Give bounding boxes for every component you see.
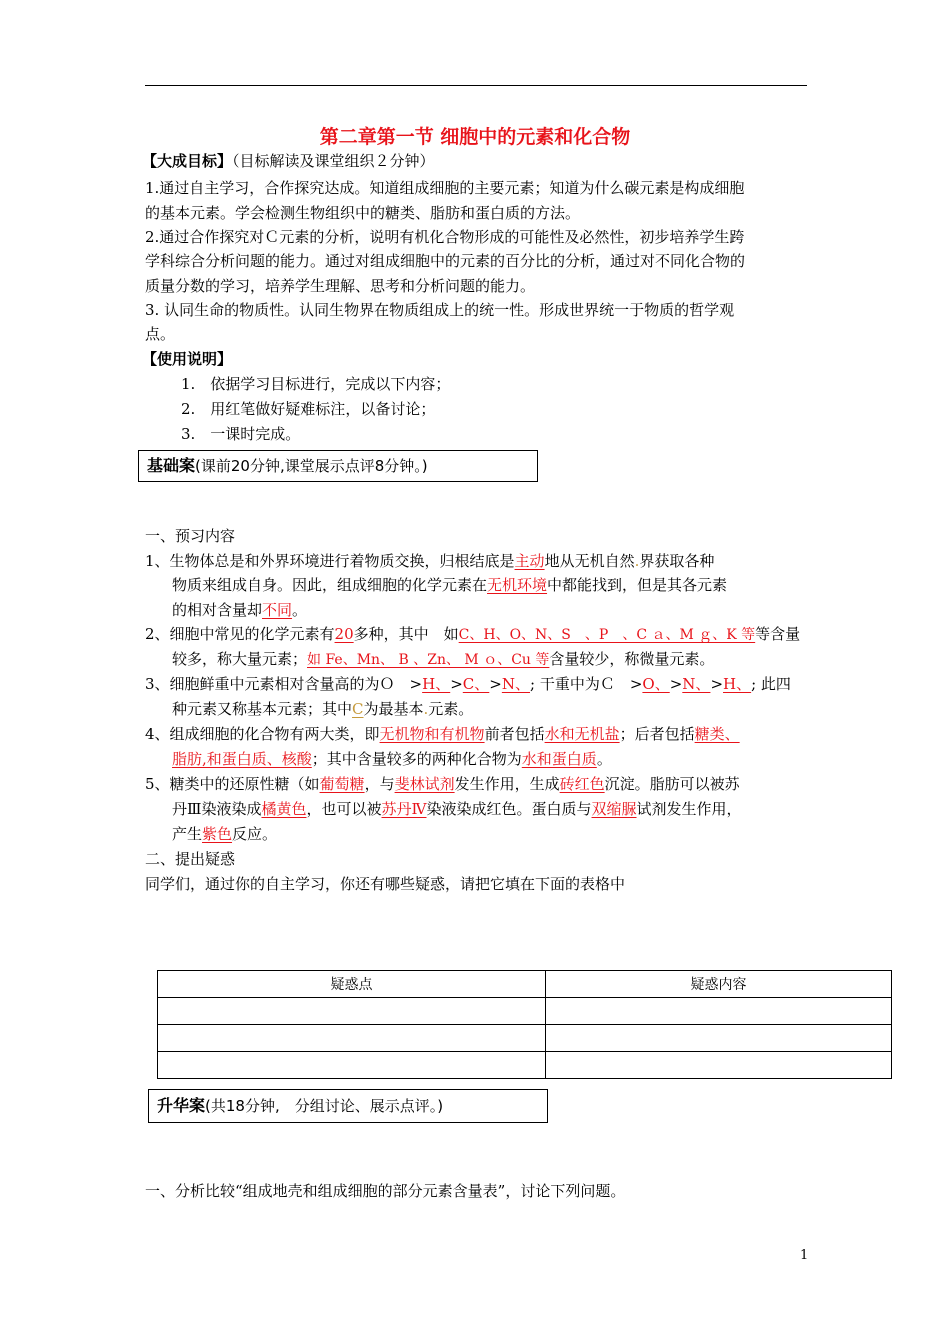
q3-answer: O、 [642,675,670,693]
q5-answer-1: 葡萄糖 [319,775,365,793]
q5-answer-2: 斐林试剂 [394,775,455,793]
usage-item-2: 2. 用红笔做好疑难标注，以备讨论； [181,400,436,418]
q2-text: 含量较少，称微量元素。 [549,650,715,668]
preview-heading: 一、预习内容 [145,527,236,545]
q5-line-2 [172,798,742,820]
q3-line-1 [145,673,791,695]
q4-text: 。 [596,750,612,768]
q1-line-2 [172,574,727,596]
q3-line-2 [172,698,473,720]
q3-answer: H、 [422,675,451,693]
q4-text: ；其中含量较多的两种化合物为 [311,750,522,768]
q3-text: 为最基本 [363,700,424,718]
basic-section-label: 基础案 [147,456,196,475]
q1-text: 物质来组成自身。因此，组成细胞的化学元素在 [172,576,488,594]
q2-answer-2: C、H、O、N、S 、P 、C ａ、M ｇ、K 等 [458,627,756,643]
q5-text: ，与 [364,775,395,793]
q1-text: 1、生物体总是和外界环境进行着物质交换，归根结底是 [145,552,515,570]
q3-answer: C [352,700,364,718]
goal-line-4: 学科综合分析问题的能力。通过对组成细胞中的元素的百分比的分析，通过对不同化合物的 [145,252,746,270]
table-header-row [158,971,892,998]
goal-line-1: 1.通过自主学习，合作探究达成。知道组成细胞的主要元素；知道为什么碳元素是构成细胞 [145,179,745,197]
table-cell[interactable] [546,1025,892,1052]
q1-text: 中都能找到，但是其各元素 [547,576,728,594]
q5-text: ，也可以被 [306,800,382,818]
q5-answer-7: 紫色 [202,825,233,843]
q3-text: ; 干重中为Ｃ > [530,675,643,693]
q5-line-1 [145,773,740,795]
q3-text: > [669,675,683,693]
q3-answer: N、 [682,675,711,693]
q5-text: 反应。 [232,825,278,843]
q3-text: ; 此四 [751,675,791,693]
q3-text: 元素。 [428,700,474,718]
q4-text: ；后者包括 [619,725,695,743]
table-cell[interactable] [546,1052,892,1079]
doubts-table [157,970,892,1079]
q5-answer-6: 双缩脲 [591,800,637,818]
q2-text: 等含量 [755,625,801,643]
advance-section-box [148,1089,548,1123]
analysis-heading: 一、分析比较“组成地壳和组成细胞的部分元素含量表”，讨论下列问题。 [145,1182,626,1200]
q4-line-2 [172,748,612,770]
q3-answer: C、 [462,675,490,693]
q5-answer-5: 苏丹Ⅳ [381,800,427,818]
goal-line-2: 的基本元素。学会检测生物组织中的糖类、脂肪和蛋白质的方法。 [145,204,581,222]
table-cell[interactable] [158,998,546,1025]
goals-heading-line [142,150,435,172]
q1-mark: . [634,552,640,570]
q4-answer-5: 水和蛋白质 [521,750,597,768]
q2-answer-1: 20 [334,625,354,643]
q1-text: 。 [292,601,308,619]
table-row [158,1052,892,1079]
q3-answer: H、 [723,675,752,693]
q5-answer-4: 橘黄色 [261,800,307,818]
q3-text: > [710,675,724,693]
q1-line-3 [172,599,307,621]
q1-line-1 [145,550,714,572]
q3-text: > [489,675,502,693]
q5-text: 产生 [172,825,203,843]
q3-text: 3、细胞鲜重中元素相对含量高的为Ｏ > [145,675,423,693]
table-cell[interactable] [158,1052,546,1079]
q5-text: 发生作用，生成 [454,775,560,793]
q4-answer-3: 糖类、 [694,725,740,743]
q3-mark: . [423,700,429,718]
q4-answer-1: 无机物和有机物 [379,725,485,743]
table-row [158,1025,892,1052]
page-number: 1 [800,1248,809,1263]
q5-line-3 [172,823,277,845]
q1-text: 界获取各种 [639,552,715,570]
q1-text: 的相对含量却 [172,601,263,619]
basic-section-note: (课前20分钟,课堂展示点评8分钟。) [195,457,428,475]
q5-text: 沉淀。脂肪可以被苏 [604,775,740,793]
table-cell[interactable] [158,1025,546,1052]
q3-text: > [450,675,463,693]
q3-text: 种元素又称基本元素；其中 [172,700,353,718]
q1-answer-3: 不同 [262,601,293,619]
doubts-intro: 同学们，通过你的自主学习，你还有哪些疑惑，请把它填在下面的表格中 [145,875,626,893]
q5-text: 染液染成红色。蛋白质与 [426,800,592,818]
table-cell[interactable] [546,998,892,1025]
usage-item-3: 3. 一课时完成。 [181,425,301,443]
table-header-cell: 疑惑内容 [546,971,892,998]
table-row [158,998,892,1025]
q2-text: 较多，称大量元素； [172,650,308,668]
goal-line-6: 3. 认同生命的物质性。认同生物界在物质组成上的统一性。形成世界统一于物质的哲学观 [145,301,735,319]
doubts-heading: 二、提出疑惑 [145,850,236,868]
q4-answer-2: 水和无机盐 [544,725,620,743]
q1-text: 地从无机自然 [544,552,635,570]
q2-line-2 [172,648,714,671]
q2-text: 多种，其中 如 [353,625,459,643]
q5-answer-3: 砖红色 [559,775,605,793]
q3-answer: N、 [501,675,530,693]
q2-answer-3: 如 Fe、Mn、 B 、Zn、 M ｏ、Cu 等 [307,652,550,668]
q4-answer-4: 脂肪,和蛋白质、核酸 [172,750,312,768]
goal-line-7: 点。 [145,325,176,343]
goal-line-5: 质量分数的学习，培养学生理解、思考和分析问题的能力。 [145,277,536,295]
table-header-cell: 疑惑点 [158,971,546,998]
q4-text: 4、组成细胞的化合物有两大类，即 [145,725,380,743]
q1-answer-1: 主动 [514,552,545,570]
usage-item-1: 1. 依据学习目标进行，完成以下内容； [181,375,451,393]
q4-text: 前者包括 [484,725,545,743]
header-rule [145,85,807,86]
goal-line-3: 2.通过合作探究对Ｃ元素的分析，说明有机化合物形成的可能性及必然性，初步培养学生跨 [145,228,745,246]
advance-section-label: 升华案 [157,1096,206,1115]
q5-text: 5、糖类中的还原性糖（如 [145,775,320,793]
q4-line-1 [145,723,740,745]
page-title: 第二章第一节 细胞中的元素和化合物 [319,126,631,148]
advance-section-note: (共18分钟, 分组讨论、展示点评。) [205,1097,444,1115]
goals-heading-note: （目标解读及课堂组织２分钟） [232,152,435,170]
q5-text: 试剂发生作用， [636,800,742,818]
usage-heading: 【使用说明】 [142,350,233,368]
q2-line-1 [145,623,800,646]
q5-text: 丹Ⅲ染液染成 [172,800,262,818]
q1-answer-2: 无机环境 [487,576,548,594]
goals-heading: 【大成目标】 [142,152,233,170]
q2-text: 2、细胞中常见的化学元素有 [145,625,335,643]
basic-section-box [138,450,538,482]
